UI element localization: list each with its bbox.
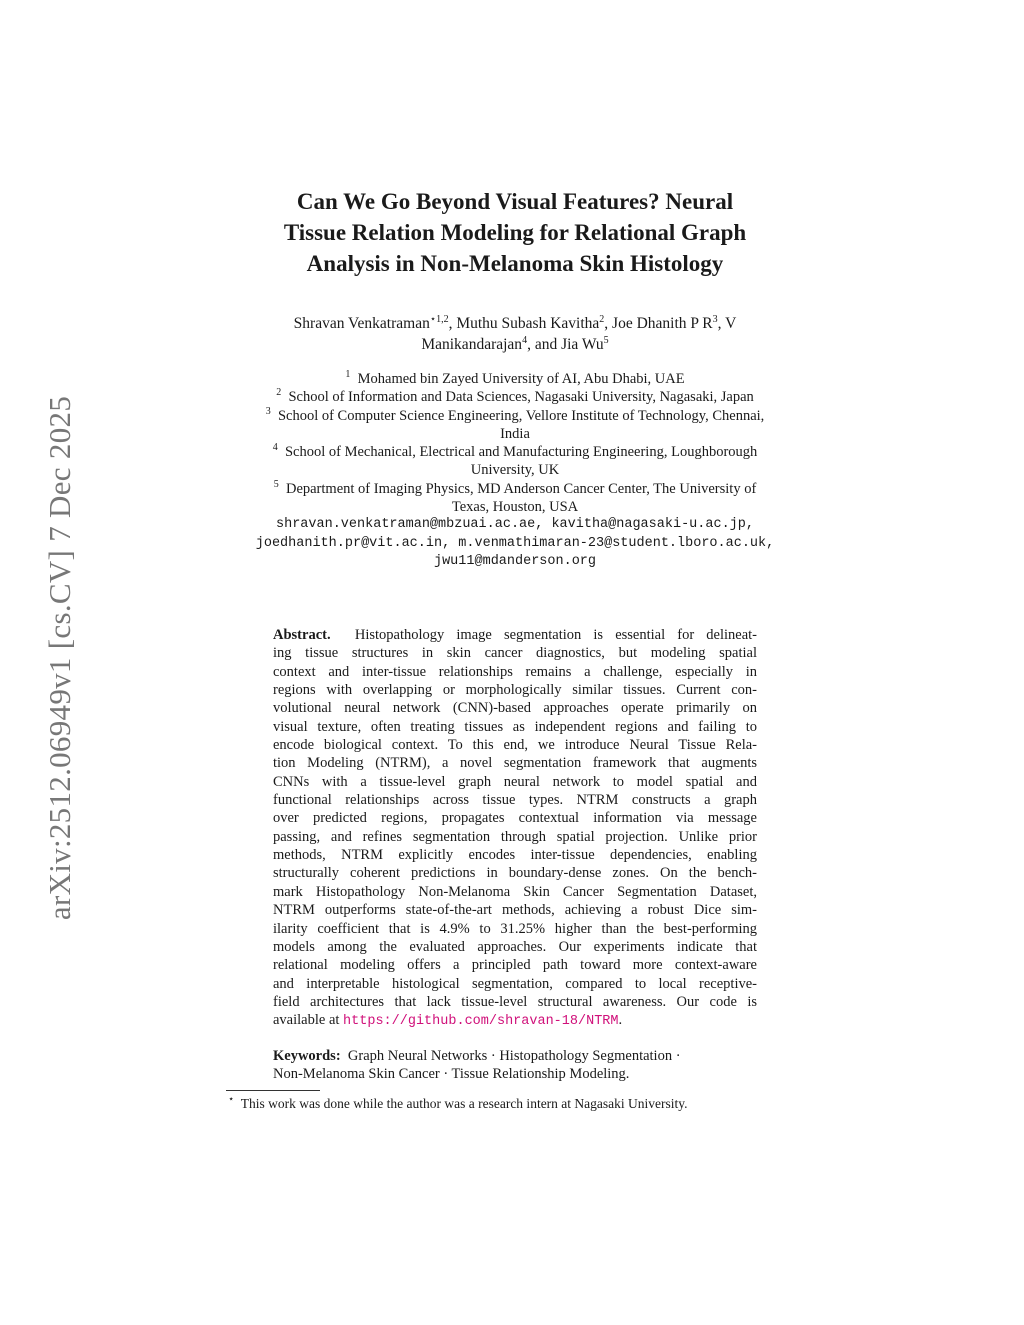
author-name: Manikandarajan [421, 336, 523, 353]
affiliation-cont: Texas, Houston, USA [451, 499, 579, 516]
title-line: Analysis in Non-Melanoma Skin Histology [306, 251, 724, 276]
abstract-text: . [618, 1012, 623, 1029]
affiliation-num: 5 [273, 478, 279, 490]
arxiv-stamp: arXiv:2512.06949v1 [cs.CV] 7 Dec 2025 [42, 395, 77, 921]
keywords-label: Keywords: [273, 1048, 341, 1064]
affiliation [215, 370, 815, 388]
abstract-line: mark Histopathology Non-Melanoma Skin Cancer Segmentation Dataset, [273, 883, 757, 900]
author-name: , and Jia Wu [527, 336, 604, 353]
abstract-line: relational modeling offers a principled path toward more context-aware [273, 957, 757, 974]
title-line: Can We Go Beyond Visual Features? Neural [296, 189, 734, 214]
abstract-line: context and inter-tissue relationships remains a challenge, especially in [273, 663, 757, 680]
abstract-text: Histopathology image segmentation is essential for delineat- [354, 627, 758, 643]
author-sup: 3 [712, 314, 718, 325]
abstract-line: regions with overlapping or morphologically similar tissues. Current con- [273, 682, 757, 699]
paper-title [215, 186, 815, 279]
code-link[interactable]: https://github.com/shravan-18/NTRM [343, 1014, 619, 1030]
affiliation-text: School of Mechanical, Electrical and Manufacturing Engineering, Loughborough [284, 444, 758, 461]
author-name: , V [717, 315, 737, 332]
affiliation-text: Mohamed bin Zayed University of AI, Abu Dhabi, UAE [357, 371, 685, 387]
affiliations [215, 370, 815, 571]
abstract-line: encode biological context. To this end, we introduce Neural Tissue Rela- [273, 737, 757, 754]
abstract-line: field architectures that lack tissue-level structural awareness. Our code is [273, 993, 757, 1010]
abstract-line: volutional neural network (CNN)-based approaches operate primarily on [273, 700, 757, 717]
author-line-2 [215, 334, 815, 355]
abstract-line: passing, and refines segmentation through spatial projection. Unlike prior [273, 828, 757, 845]
affiliation [215, 407, 815, 425]
abstract-line: ing tissue structures in skin cancer diagnostics, but modeling spatial [273, 645, 757, 662]
affiliation-text: School of Information and Data Sciences, Nagasaki University, Nagasaki, Japan [288, 389, 754, 406]
footnote [228, 1096, 688, 1112]
affiliation-text: School of Computer Science Engineering, Vellore Institute of Technology, Chennai, [277, 407, 765, 424]
abstract-line: methods, NTRM explicitly encodes inter-tissue dependencies, enabling [273, 847, 757, 864]
abstract-line [273, 1011, 757, 1031]
author-sup: ⋆1,2 [429, 314, 449, 325]
abstract-line: visual texture, often treating tissues as independent regions and failing to [273, 718, 757, 735]
abstract-text: available at [273, 1012, 344, 1029]
abstract-line: structurally coherent predictions in boundary-dense zones. On the bench- [273, 865, 757, 882]
affiliation-num: 1 [345, 369, 351, 380]
email-line: jwu11@mdanderson.org [433, 553, 597, 569]
author-name: Shravan Venkatraman [293, 315, 430, 332]
footnote-mark: ⋆ [228, 1094, 235, 1105]
abstract-line [273, 626, 757, 644]
author-name: , Muthu Subash Kavitha [448, 315, 600, 332]
author-sup: 4 [522, 335, 528, 346]
abstract-line: tion Modeling (NTRM), a novel segmentation framework that augments [273, 755, 757, 772]
affiliation [215, 480, 815, 498]
abstract-label: Abstract. [273, 627, 331, 643]
abstract-line: functional relationships across tissue types. NTRM constructs a graph [273, 792, 757, 809]
abstract-line: CNNs with a tissue-level graph neural network to model spatial and [273, 773, 757, 790]
keywords-text: Graph Neural Networks · Histopathology Segmentation · [347, 1048, 681, 1064]
abstract-line: NTRM outperforms state-of-the-art methods, achieving a robust Dice sim- [273, 902, 757, 919]
keywords [273, 1047, 757, 1084]
affiliation [215, 388, 815, 406]
affiliation-cont: University, UK [470, 462, 560, 479]
abstract-line: models among the evaluated approaches. Our experiments indicate that [273, 938, 757, 955]
title-line: Tissue Relation Modeling for Relational Graph [283, 220, 747, 245]
author-sup: 5 [603, 335, 609, 346]
abstract-line: ilarity coefficient that is 4.9% to 31.25% higher than the best-performing [273, 920, 757, 937]
abstract-line: over predicted regions, propagates contextual information via message [273, 810, 757, 827]
affiliation-num: 2 [276, 387, 282, 399]
abstract-line: and interpretable histological segmentation, compared to local receptive- [273, 975, 757, 992]
email-line: shravan.venkatraman@mbzuai.ac.ae, kavitha@nagasaki-u.ac.jp, [276, 517, 754, 533]
keywords-line: Non-Melanoma Skin Cancer · Tissue Relationship Modeling. [273, 1066, 630, 1083]
keywords-line [273, 1047, 757, 1065]
email-line: joedhanith.pr@vit.ac.in, m.venmathimaran-23@student.lboro.ac.uk, [255, 535, 775, 551]
author-name: , Joe Dhanith P R [604, 315, 713, 332]
affiliation-cont: India [500, 425, 530, 442]
abstract [273, 626, 757, 1032]
affiliation [215, 443, 815, 461]
footnote-rule [226, 1090, 320, 1091]
affiliation-num: 3 [265, 405, 271, 417]
affiliation-num: 4 [272, 442, 278, 454]
author-list [215, 313, 815, 355]
affiliation-text: Department of Imaging Physics, MD Anderson Cancer Center, The University of [285, 480, 757, 497]
author-sup: 2 [599, 314, 605, 325]
footnote-text: This work was done while the author was a research intern at Nagasaki University. [240, 1096, 688, 1111]
author-line-1 [215, 313, 815, 334]
